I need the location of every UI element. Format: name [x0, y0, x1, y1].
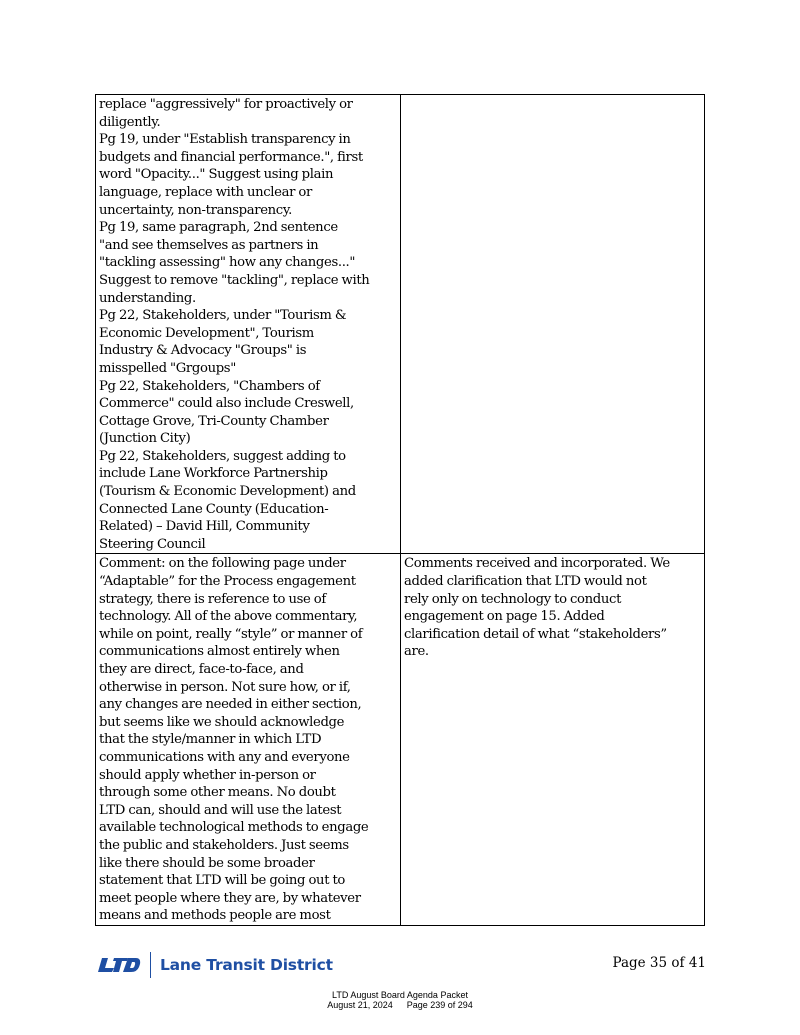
- packet-date: August 21, 2024: [327, 1000, 393, 1010]
- text-line: Suggest to remove "tackling", replace with: [99, 272, 370, 288]
- text-line: word "Opacity..." Suggest using plain: [99, 167, 334, 183]
- table-row: [96, 554, 705, 925]
- text-line: means and methods people are most: [99, 908, 331, 924]
- text-line: Steering Council: [99, 536, 206, 552]
- text-line: Pg 19, under "Establish transparency in: [99, 132, 351, 148]
- text-line: Pg 22, Stakeholders, "Chambers of: [99, 378, 320, 394]
- text-line: Pg 19, same paragraph, 2nd sentence: [99, 220, 338, 236]
- text-line: engagement on page 15. Added: [404, 609, 605, 625]
- text-line: (Junction City): [99, 431, 191, 447]
- text-line: uncertainty, non-transparency.: [99, 202, 293, 218]
- text-line: include Lane Workforce Partnership: [99, 466, 328, 482]
- response-cell: [401, 95, 705, 554]
- text-line: added clarification that LTD would not: [404, 574, 647, 590]
- page-number: Page 35 of 41: [612, 955, 706, 971]
- text-line: otherwise in person. Not sure how, or if,: [99, 679, 351, 695]
- text-line: any changes are needed in either section,: [99, 697, 362, 713]
- text-line: budgets and financial performance.", first: [99, 149, 363, 165]
- text-line: but seems like we should acknowledge: [99, 714, 345, 730]
- text-line: the public and stakeholders. Just seems: [99, 837, 349, 853]
- text-line: Economic Development", Tourism: [99, 325, 314, 341]
- text-line: communications with any and everyone: [99, 749, 350, 765]
- table-row: [96, 95, 705, 554]
- text-line: meet people where they are, by whatever: [99, 890, 361, 906]
- text-line: LTD can, should and will use the latest: [99, 802, 342, 818]
- text-line: technology. All of the above commentary,: [99, 609, 358, 625]
- footer-logo: [97, 953, 333, 977]
- text-line: Pg 22, Stakeholders, suggest adding to: [99, 448, 346, 464]
- text-line: communications almost entirely when: [99, 644, 340, 660]
- text-line: language, replace with unclear or: [99, 184, 312, 200]
- text-line: “Adaptable” for the Process engagement: [99, 574, 356, 590]
- text-line: diligently.: [99, 114, 161, 130]
- text-line: Industry & Advocacy "Groups" is: [99, 343, 307, 359]
- text-line: "and see themselves as partners in: [99, 237, 319, 253]
- text-line: are.: [404, 644, 429, 660]
- comment-cell: [96, 554, 401, 925]
- org-name: Lane Transit District: [160, 956, 333, 974]
- text-line: while on point, really “style” or manner of: [99, 626, 363, 642]
- text-line: understanding.: [99, 290, 196, 306]
- text-line: that the style/manner in which LTD: [99, 732, 322, 748]
- text-line: like there should be some broader: [99, 855, 315, 871]
- text-line: rely only on technology to conduct: [404, 591, 622, 607]
- text-line: Comments received and incorporated. We: [404, 556, 670, 572]
- text-line: available technological methods to engage: [99, 820, 369, 836]
- comment-cell: [96, 95, 401, 554]
- packet-page: Page 239 of 294: [406, 1000, 473, 1010]
- ltd-logo-icon: [97, 956, 141, 974]
- text-line: through some other means. No doubt: [99, 785, 336, 801]
- packet-title: LTD August Board Agenda Packet: [332, 990, 468, 1000]
- text-line: replace "aggressively" for proactively or: [99, 97, 353, 112]
- response-cell: [401, 554, 705, 925]
- text-line: Related) – David Hill, Community: [99, 519, 310, 535]
- text-line: statement that LTD will be going out to: [99, 873, 346, 889]
- logo-divider: [150, 952, 151, 978]
- text-line: Commerce" could also include Creswell,: [99, 396, 354, 412]
- comments-table: [95, 94, 705, 926]
- text-line: should apply whether in-person or: [99, 767, 316, 783]
- text-line: (Tourism & Economic Development) and: [99, 484, 356, 500]
- text-line: strategy, there is reference to use of: [99, 591, 326, 607]
- text-line: they are direct, face-to-face, and: [99, 662, 304, 677]
- packet-date-line: [0, 1000, 800, 1010]
- text-line: clarification detail of what “stakeholders”: [404, 626, 667, 642]
- text-line: Connected Lane County (Education-: [99, 501, 329, 517]
- text-line: "tackling assessing" how any changes...": [99, 255, 356, 271]
- text-line: Comment: on the following page under: [99, 556, 346, 572]
- text-line: Cottage Grove, Tri-County Chamber: [99, 413, 329, 429]
- text-line: misspelled "Grgoups": [99, 360, 236, 376]
- text-line: Pg 22, Stakeholders, under "Tourism &: [99, 308, 347, 324]
- packet-footer: [0, 990, 800, 1010]
